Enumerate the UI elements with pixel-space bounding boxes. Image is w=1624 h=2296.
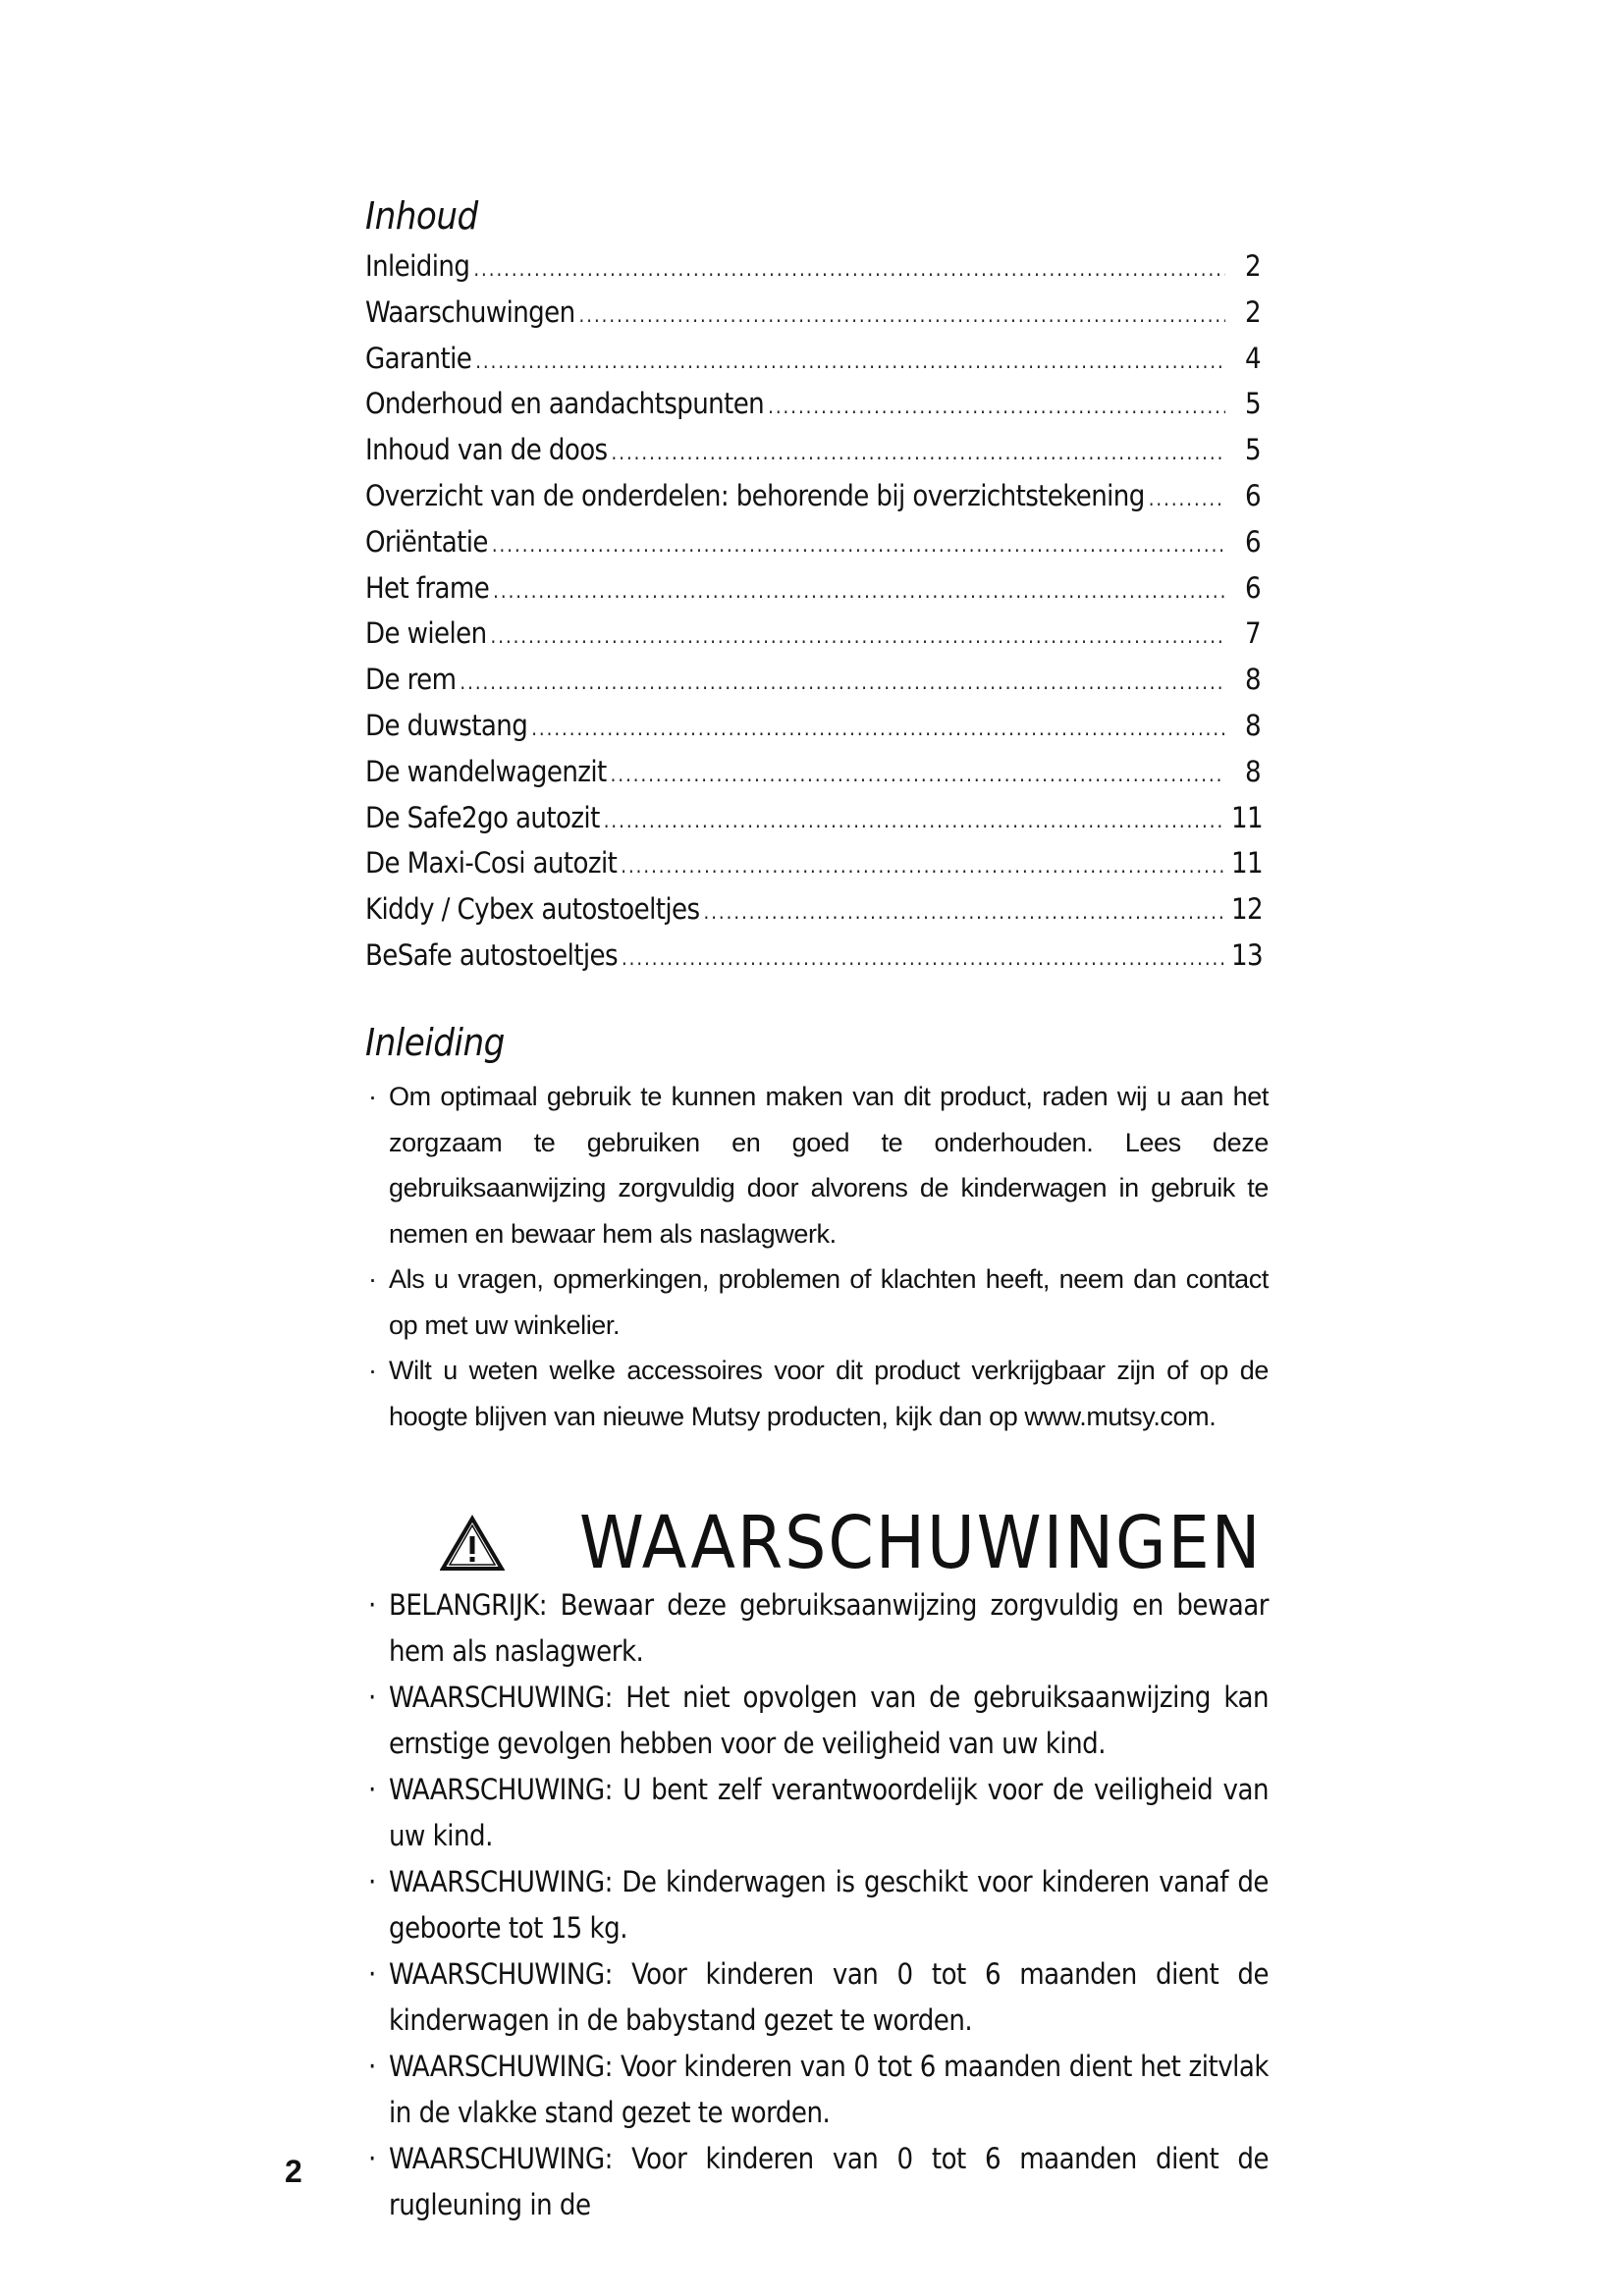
toc-title: Inhoud [365,194,478,238]
bullet: · [368,1865,376,1898]
intro-title: Inleiding [365,1021,505,1064]
toc-entry-page: 8 [1245,663,1261,697]
warning-text: WAARSCHUWING: De kinderwagen is geschikt voor kinderen vanaf de geboorte tot 15 kg. [389,1865,1269,1945]
toc-entry-label: De wielen [365,616,487,651]
toc-leader-dots [1149,476,1225,522]
bullet: · [368,2142,376,2175]
toc-entry-label: Kiddy / Cybex autostoeltjes [365,892,700,927]
list-item [365,2136,1269,2228]
bullet: · [368,1773,376,1806]
list-item [365,2044,1269,2136]
bullet: · [368,2050,376,2083]
table-of-contents [365,243,1261,979]
toc-entry-label: De wandelwagenzit [365,754,607,788]
toc-entry-label: De duwstang [365,708,528,742]
toc-entry [365,886,1261,933]
toc-entry [365,840,1261,886]
toc-leader-dots [579,293,1225,339]
toc-entry-page: 2 [1245,294,1261,329]
toc-entry-label: BeSafe autostoeltjes [365,937,618,972]
warning-triangle-icon [440,1515,505,1572]
intro-list [365,1074,1269,1439]
list-item [365,1256,1269,1348]
toc-leader-dots [622,935,1225,982]
toc-entry-page: 11 [1231,846,1263,881]
warnings-heading [440,1499,1262,1587]
toc-leader-dots [491,614,1225,660]
toc-leader-dots [492,522,1225,568]
toc-entry-label: Inhoud van de doos [365,433,608,467]
toc-entry [365,336,1261,382]
toc-entry-label: Het frame [365,570,490,605]
intro-paragraph: Om optimaal gebruik te kunnen maken van dit product, raden wij u aan het zorgzaam te gebruiken en goed te onderhouden. Lees deze gebruiksaanwijzing zorgvuldig door alvorens de kinderwagen in gebruik te nemen en bewaar hem als naslagwerk. [389,1082,1269,1249]
toc-leader-dots [704,889,1226,935]
toc-leader-dots [475,339,1225,385]
warning-text: WAARSCHUWING: Voor kinderen van 0 tot 6 maanden dient de kinderwagen in de babystand gezet te worden. [389,1957,1269,2037]
toc-entry-page: 11 [1231,800,1263,834]
toc-entry-page: 5 [1245,433,1261,467]
list-item [365,1767,1269,1859]
list-item [365,1582,1269,1675]
toc-entry-page: 6 [1245,478,1261,512]
intro-paragraph: Wilt u weten welke accessoires voor dit product verkrijgbaar zijn of op de hoogte blijven van nieuwe Mutsy producten, kijk dan op www.mutsy.com. [389,1356,1269,1431]
toc-entry-label: De Safe2go autozit [365,800,600,834]
toc-leader-dots [460,660,1225,706]
toc-entry-page: 6 [1245,524,1261,559]
bullet: · [368,1082,377,1111]
toc-leader-dots [531,706,1225,752]
toc-entry-page: 5 [1245,387,1261,421]
warning-text: WAARSCHUWING: Het niet opvolgen van de gebruiksaanwijzing kan ernstige gevolgen hebben voor de veiligheid van uw kind. [389,1681,1269,1760]
bullet: · [368,1957,376,1991]
bullet: · [368,1264,377,1294]
toc-entry [365,611,1261,657]
toc-entry-label: Onderhoud en aandachtspunten [365,387,765,421]
toc-entry [365,795,1261,841]
warning-text: WAARSCHUWING: U bent zelf verantwoordelijk voor de veiligheid van uw kind. [389,1773,1269,1852]
toc-leader-dots [493,568,1225,614]
toc-leader-dots [611,752,1225,798]
warning-text: WAARSCHUWING: Voor kinderen van 0 tot 6 maanden dient het zitvlak in de vlakke stand gezet te worden. [389,2050,1269,2129]
toc-entry-label: De Maxi-Cosi autozit [365,846,618,881]
toc-entry-page: 2 [1245,249,1261,283]
warning-text: WAARSCHUWING: Voor kinderen van 0 tot 6 maanden dient de rugleuning in de [389,2142,1269,2221]
toc-entry-page: 7 [1245,616,1261,651]
toc-entry [365,473,1261,519]
list-item [365,1675,1269,1767]
bullet: · [368,1681,376,1714]
list-item [365,1859,1269,1951]
bullet: · [368,1356,377,1385]
bullet: · [368,1588,376,1622]
toc-entry-page: 4 [1245,341,1261,375]
toc-entry [365,243,1261,290]
toc-entry-page: 8 [1245,754,1261,788]
toc-leader-dots [612,430,1225,476]
toc-entry [365,749,1261,795]
toc-entry [365,657,1261,703]
toc-entry-page: 13 [1231,937,1263,972]
toc-entry-label: Inleiding [365,249,470,283]
toc-entry-page: 12 [1231,892,1263,927]
toc-entry [365,519,1261,565]
toc-entry [365,565,1261,612]
list-item [365,1951,1269,2044]
warnings-list [365,1582,1269,2228]
toc-entry [365,381,1261,427]
toc-entry-page: 6 [1245,570,1261,605]
toc-entry-label: Garantie [365,341,472,375]
toc-entry [365,703,1261,749]
toc-entry [365,290,1261,336]
toc-entry-page: 8 [1245,708,1261,742]
intro-paragraph: Als u vragen, opmerkingen, problemen of klachten heeft, neem dan contact op met uw winkelier. [389,1264,1269,1340]
toc-entry [365,933,1261,979]
page-number: 2 [285,2154,302,2189]
warning-text: BELANGRIJK: Bewaar deze gebruiksaanwijzing zorgvuldig en bewaar hem als naslagwerk. [389,1588,1269,1668]
toc-entry-label: Oriëntatie [365,524,488,559]
toc-leader-dots [604,798,1225,844]
toc-entry-label: Waarschuwingen [365,294,575,329]
toc-entry [365,427,1261,473]
toc-entry-label: Overzicht van de onderdelen: behorende bij overzichtstekening [365,478,1145,512]
list-item [365,1074,1269,1256]
toc-leader-dots [621,843,1225,889]
toc-entry-label: De rem [365,663,457,697]
toc-leader-dots [473,246,1225,293]
list-item [365,1348,1269,1439]
toc-leader-dots [768,384,1225,430]
warnings-title: WAARSCHUWINGEN [579,1501,1263,1585]
